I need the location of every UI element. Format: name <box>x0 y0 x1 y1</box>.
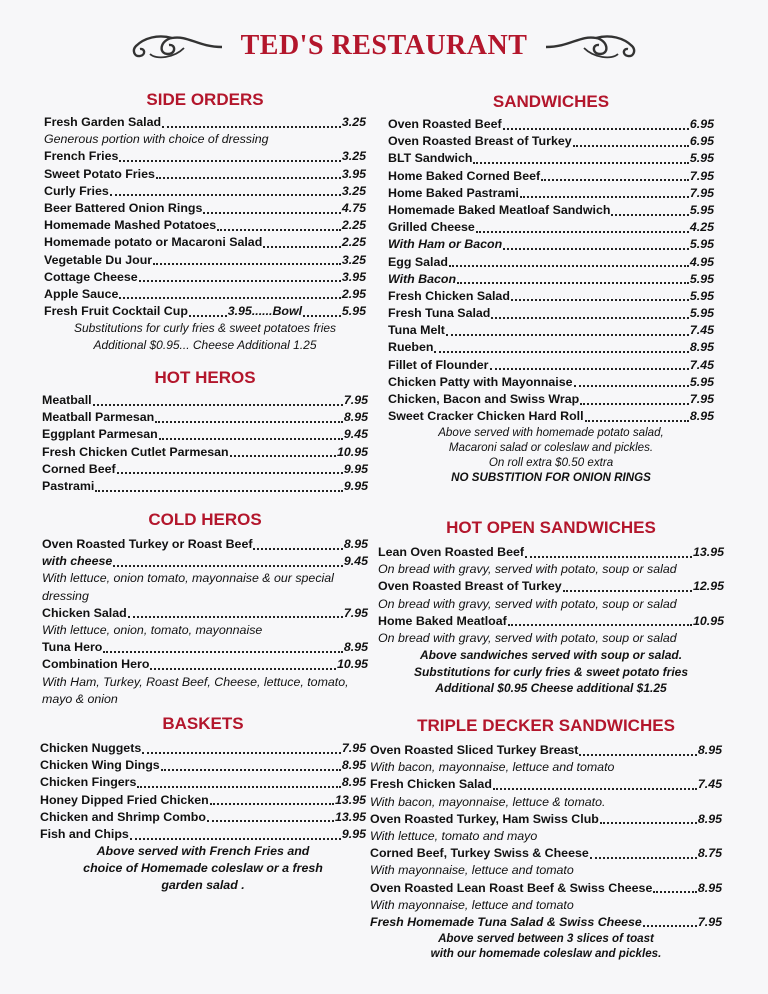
menu-item <box>388 150 714 167</box>
item-name: Fresh Tuna Salad <box>388 306 491 321</box>
item-price: 5.95 <box>341 304 367 319</box>
leader-dots <box>217 229 341 231</box>
leader-dots <box>611 214 688 216</box>
menu-item <box>388 116 714 133</box>
section-title: TRIPLE DECKER SANDWICHES <box>417 716 675 735</box>
menu-item <box>42 392 368 409</box>
leader-dots <box>119 297 341 299</box>
leader-dots <box>434 351 688 353</box>
leader-dots <box>503 248 689 250</box>
menu-item <box>44 217 366 234</box>
item-name: Chicken Patty with Mayonnaise <box>388 374 573 389</box>
leader-dots <box>303 315 341 317</box>
item-name: Oven Roasted Turkey, Ham Swiss Club <box>370 811 599 826</box>
leader-dots <box>580 403 689 405</box>
item-price: 13.95 <box>334 809 366 824</box>
item-name: Chicken Salad <box>42 605 127 620</box>
item-price: 10.95 <box>692 613 724 628</box>
menu-item <box>388 408 714 425</box>
section-footnote: Substitutions for curly fries & sweet potatoes fries <box>73 321 337 336</box>
leader-dots <box>491 317 689 319</box>
leader-dots <box>93 404 343 406</box>
leader-dots <box>473 162 688 164</box>
item-description: With bacon, mayonnaise, lettuce and tomato <box>370 760 615 775</box>
item-price: 9.45 <box>343 554 368 569</box>
item-price: 7.95 <box>689 185 714 200</box>
leader-dots <box>490 368 689 370</box>
item-price: 2.25 <box>341 235 366 250</box>
item-description: With bacon, mayonnaise, lettuce & tomato. <box>370 794 606 809</box>
leader-dots <box>128 616 343 618</box>
menu-item <box>44 252 366 269</box>
item-price: 3.95 <box>341 269 366 284</box>
leader-dots <box>113 565 343 567</box>
item-name: Fresh Chicken Salad <box>388 288 510 303</box>
item-price: 10.95 <box>336 657 368 672</box>
item-price: 9.95 <box>343 461 368 476</box>
item-name: Rueben <box>388 340 434 355</box>
menu-item <box>44 286 366 303</box>
item-price: 4.95 <box>689 254 714 269</box>
item-name: Oven Roasted Lean Roast Beef & Swiss Cheese <box>370 880 653 895</box>
item-name: Homemade Mashed Potatoes <box>44 218 217 233</box>
leader-dots <box>110 194 341 196</box>
leader-dots <box>162 126 341 128</box>
item-name: BLT Sandwich <box>388 151 473 166</box>
item-name: Home Baked Meatloaf <box>378 613 507 628</box>
menu-item <box>388 202 714 219</box>
leader-dots <box>210 803 334 805</box>
menu-item <box>42 656 368 673</box>
item-price: 6.95 <box>689 117 714 131</box>
item-price: 9.95 <box>343 478 368 493</box>
menu-item <box>44 114 366 131</box>
item-name: Chicken Wing Dings <box>40 758 160 773</box>
section-footnote: Above served with French Fries and <box>96 844 310 859</box>
section-footnote: Above served with homemade potato salad, <box>438 426 664 440</box>
item-name: Homemade Baked Meatloaf Sandwich <box>388 202 611 217</box>
item-price: 8.95 <box>689 409 714 424</box>
item-price: 7.95 <box>343 605 368 620</box>
left-swirl-ornament-icon <box>128 30 224 62</box>
menu-item <box>388 322 714 339</box>
hot-open-sandwiches-section <box>378 518 724 697</box>
item-price: 5.95 <box>689 271 714 286</box>
leader-dots <box>150 668 336 670</box>
menu-item <box>40 740 366 757</box>
baskets-section <box>40 714 366 894</box>
item-name: with cheese <box>42 554 113 569</box>
menu-item <box>388 236 714 253</box>
item-price: 9.95 <box>341 826 366 841</box>
leader-dots <box>103 651 343 653</box>
sandwiches-section <box>388 92 714 485</box>
item-name: Fresh Garden Salad <box>44 115 162 129</box>
menu-item <box>40 774 366 791</box>
menu-item <box>44 303 366 320</box>
item-name: Corned Beef, Turkey Swiss & Cheese <box>370 846 589 861</box>
item-name: Corned Beef <box>42 461 116 476</box>
leader-dots <box>574 385 689 387</box>
menu-item <box>388 185 714 202</box>
item-price: 10.95 <box>336 444 368 459</box>
leader-dots <box>161 769 341 771</box>
leader-dots <box>263 246 341 248</box>
leader-dots <box>457 282 689 284</box>
leader-dots <box>653 891 697 893</box>
item-price: 7.95 <box>689 392 714 406</box>
item-name: Sweet Potato Fries <box>44 166 155 181</box>
leader-dots <box>142 752 341 754</box>
item-name: Chicken Fingers <box>40 775 137 790</box>
item-name: Fillet of Flounder <box>388 357 489 372</box>
item-name: Meatball <box>42 393 92 407</box>
menu-item <box>40 792 366 809</box>
menu-item <box>44 148 366 165</box>
item-name: Pastrami <box>42 478 95 493</box>
item-price: 8.95 <box>697 880 722 895</box>
item-description: With mayonnaise, lettuce and tomato <box>370 897 574 912</box>
item-price: 5.95 <box>689 237 714 252</box>
item-name: Lean Oven Roasted Beef <box>378 545 524 559</box>
menu-item <box>370 914 722 931</box>
menu-item <box>388 168 714 185</box>
menu-item <box>378 578 724 595</box>
menu-item <box>388 219 714 236</box>
menu-item <box>378 613 724 630</box>
menu-item <box>370 811 722 828</box>
menu-item <box>40 826 366 843</box>
menu-item <box>42 409 368 426</box>
menu-item <box>388 339 714 356</box>
item-price: 13.95 <box>334 792 366 807</box>
leader-dots <box>95 490 343 492</box>
menu-item <box>42 605 368 622</box>
leader-dots <box>525 556 692 558</box>
leader-dots <box>573 145 689 147</box>
menu-item <box>388 254 714 271</box>
hot-heros-section <box>42 368 368 495</box>
menu-item <box>40 757 366 774</box>
item-price: 5.95 <box>689 151 714 166</box>
menu-item <box>370 880 722 897</box>
leader-dots <box>511 299 689 301</box>
section-footnote: Macaroni salad or coleslaw and pickles. <box>448 441 654 455</box>
menu-item <box>388 133 714 150</box>
item-name: Home Baked Corned Beef <box>388 168 541 183</box>
section-title: HOT OPEN SANDWICHES <box>446 518 656 537</box>
leader-dots <box>520 196 689 198</box>
section-title: SIDE ORDERS <box>146 90 264 109</box>
item-name: Tuna Hero <box>42 640 103 655</box>
section-footnote: garden salad . <box>161 878 245 893</box>
leader-dots <box>600 822 697 824</box>
leader-dots <box>476 231 689 233</box>
menu-item <box>370 742 722 759</box>
item-price: 5.95 <box>689 202 714 217</box>
leader-dots <box>117 472 343 474</box>
item-price: 3.95 <box>341 166 366 181</box>
menu-item <box>388 357 714 374</box>
leader-dots <box>446 334 689 336</box>
item-price: 8.95 <box>697 811 722 826</box>
menu-item <box>42 444 368 461</box>
item-name: Chicken and Shrimp Combo <box>40 809 206 824</box>
menu-item <box>42 639 368 656</box>
leader-dots <box>189 315 227 317</box>
section-title: HOT HEROS <box>154 368 256 387</box>
item-name: Oven Roasted Beef <box>388 117 502 131</box>
leader-dots <box>590 857 697 859</box>
section-footnote: Above sandwiches served with soup or salad. <box>419 648 683 663</box>
menu-item <box>42 426 368 443</box>
leader-dots <box>579 754 696 756</box>
item-name: Fresh Fruit Cocktail Cup <box>44 304 188 319</box>
item-description: With Ham, Turkey, Roast Beef, Cheese, lettuce, tomato, mayo & onion <box>42 674 349 706</box>
leader-dots <box>153 263 341 265</box>
leader-dots <box>541 179 689 181</box>
item-price: 3.25 <box>341 183 366 198</box>
leader-dots <box>207 820 334 822</box>
leader-dots <box>130 838 341 840</box>
item-price: 8.75 <box>697 846 722 861</box>
item-price: 5.95 <box>689 306 714 321</box>
item-price: 3.25 <box>341 149 366 164</box>
item-price: 6.95 <box>689 134 714 149</box>
item-price: 2.25 <box>341 218 366 233</box>
item-price: 7.95 <box>697 914 722 929</box>
item-price: 7.45 <box>689 357 714 372</box>
leader-dots <box>449 265 689 267</box>
item-price: 5.95 <box>689 374 714 389</box>
triple-decker-section <box>370 716 722 961</box>
item-name: Sweet Cracker Chicken Hard Roll <box>388 409 584 424</box>
item-price: 7.45 <box>689 323 714 338</box>
menu-item <box>42 478 368 495</box>
section-footnote: Above served between 3 slices of toast <box>438 932 654 946</box>
item-price: 8.95 <box>697 743 722 757</box>
section-footnote: Additional $0.95 Cheese additional $1.25 <box>435 681 667 696</box>
item-name: Meatball Parmesan <box>42 410 155 425</box>
item-name: Fresh Homemade Tuna Salad & Swiss Cheese <box>370 914 642 929</box>
item-price: 3.25 <box>341 115 366 129</box>
section-title: COLD HEROS <box>148 510 262 529</box>
item-name: Homemade potato or Macaroni Salad <box>44 235 263 250</box>
item-name: Combination Hero <box>42 657 150 672</box>
item-price: 4.25 <box>689 220 714 235</box>
section-title: SANDWICHES <box>492 92 610 111</box>
item-name: Tuna Melt <box>388 323 445 338</box>
menu-item <box>44 269 366 286</box>
item-name: Cottage Cheese <box>44 269 138 284</box>
leader-dots <box>139 280 341 282</box>
item-price: 3.25 <box>341 252 366 267</box>
item-price: 4.75 <box>341 200 366 215</box>
item-name: With Ham or Bacon <box>388 237 503 252</box>
menu-item <box>388 271 714 288</box>
menu-header <box>0 30 768 80</box>
right-swirl-ornament-icon <box>544 30 640 62</box>
section-title: BASKETS <box>162 714 244 733</box>
item-description: Generous portion with choice of dressing <box>44 132 269 147</box>
menu-item <box>388 305 714 322</box>
item-name: Vegetable Du Jour <box>44 252 153 267</box>
menu-item <box>370 776 722 793</box>
menu-item <box>42 536 368 553</box>
item-description: On bread with gravy, served with potato, soup or salad <box>378 562 677 577</box>
menu-item <box>388 391 714 408</box>
leader-dots <box>156 177 341 179</box>
leader-dots <box>563 590 692 592</box>
item-description: With lettuce, onion tomato, mayonnaise & our special dressing <box>42 571 334 603</box>
item-price: 7.95 <box>341 741 366 755</box>
leader-dots <box>585 420 689 422</box>
item-description: On bread with gravy, served with potato, soup or salad <box>378 630 677 645</box>
item-name: With Bacon <box>388 271 457 286</box>
item-name: Curly Fries <box>44 183 109 198</box>
section-footnote: Substitutions for curly fries & sweet potato fries <box>413 664 689 679</box>
cold-heros-section <box>42 510 368 708</box>
menu-item <box>44 200 366 217</box>
item-price: 8.95 <box>689 340 714 355</box>
menu-item <box>42 553 368 570</box>
item-name: Chicken, Bacon and Swiss Wrap <box>388 392 580 406</box>
leader-dots <box>203 212 341 214</box>
section-footnote: On roll extra $0.50 extra <box>488 456 614 470</box>
leader-dots <box>137 786 340 788</box>
leader-dots <box>155 421 343 423</box>
menu-item <box>40 809 366 826</box>
item-name: French Fries <box>44 149 119 164</box>
item-price: 8.95 <box>341 758 366 773</box>
item-description: With mayonnaise, lettuce and tomato <box>370 863 574 878</box>
section-footnote: choice of Homemade coleslaw or a fresh <box>83 861 323 876</box>
leader-dots <box>230 455 336 457</box>
item-price: 8.95 <box>343 410 368 425</box>
item-name: Grilled Cheese <box>388 220 475 235</box>
menu-item <box>388 288 714 305</box>
item-price: 9.45 <box>343 427 368 442</box>
menu-item <box>378 544 724 561</box>
side-orders-section <box>44 90 366 354</box>
restaurant-title: TED'S RESTAURANT <box>240 30 528 61</box>
item-price: 8.95 <box>343 537 368 551</box>
item-price: 13.95 <box>692 545 724 559</box>
menu-item <box>370 845 722 862</box>
item-name: Fresh Chicken Salad <box>370 777 492 792</box>
item-price: 7.45 <box>697 777 722 792</box>
item-price: 7.95 <box>689 168 714 183</box>
item-price: 5.95 <box>689 288 714 303</box>
leader-dots <box>119 160 341 162</box>
item-name: Oven Roasted Breast of Turkey <box>388 134 572 149</box>
item-name: Egg Salad <box>388 254 448 269</box>
item-name: Apple Sauce <box>44 286 119 301</box>
item-name: Honey Dipped Fried Chicken <box>40 792 209 807</box>
item-price: 8.95 <box>343 640 368 655</box>
menu-item <box>44 166 366 183</box>
item-name: Beer Battered Onion Rings <box>44 200 203 215</box>
item-name: Chicken Nuggets <box>40 741 142 755</box>
leader-dots <box>159 438 343 440</box>
leader-dots <box>253 548 342 550</box>
item-price: 12.95 <box>692 579 724 594</box>
item-price: 8.95 <box>341 775 366 790</box>
menu-item <box>44 183 366 200</box>
item-description: With lettuce, onion, tomato, mayonnaise <box>42 622 263 637</box>
item-name: Fresh Chicken Cutlet Parmesan <box>42 444 229 459</box>
item-price-cup: 3.95......Bowl <box>227 304 303 319</box>
item-name: Eggplant Parmesan <box>42 427 158 442</box>
leader-dots <box>503 128 689 130</box>
item-description: On bread with gravy, served with potato, soup or salad <box>378 596 677 611</box>
item-description: With lettuce, tomato and mayo <box>370 828 538 843</box>
item-name: Oven Roasted Breast of Turkey <box>378 579 562 594</box>
menu-item <box>42 461 368 478</box>
item-price: 2.95 <box>341 286 366 301</box>
leader-dots <box>508 624 692 626</box>
item-price: 7.95 <box>343 393 368 407</box>
leader-dots <box>493 788 697 790</box>
item-name: Oven Roasted Turkey or Roast Beef <box>42 537 253 551</box>
menu-item <box>388 374 714 391</box>
item-name: Home Baked Pastrami <box>388 185 519 200</box>
menu-item <box>44 234 366 251</box>
section-footnote: NO SUBSTITION FOR ONION RINGS <box>451 471 651 485</box>
item-name: Fish and Chips <box>40 826 129 841</box>
leader-dots <box>643 925 697 927</box>
item-name: Oven Roasted Sliced Turkey Breast <box>370 743 579 757</box>
section-footnote: Additional $0.95... Cheese Additional 1.25 <box>93 338 317 353</box>
section-footnote: with our homemade coleslaw and pickles. <box>430 947 662 961</box>
